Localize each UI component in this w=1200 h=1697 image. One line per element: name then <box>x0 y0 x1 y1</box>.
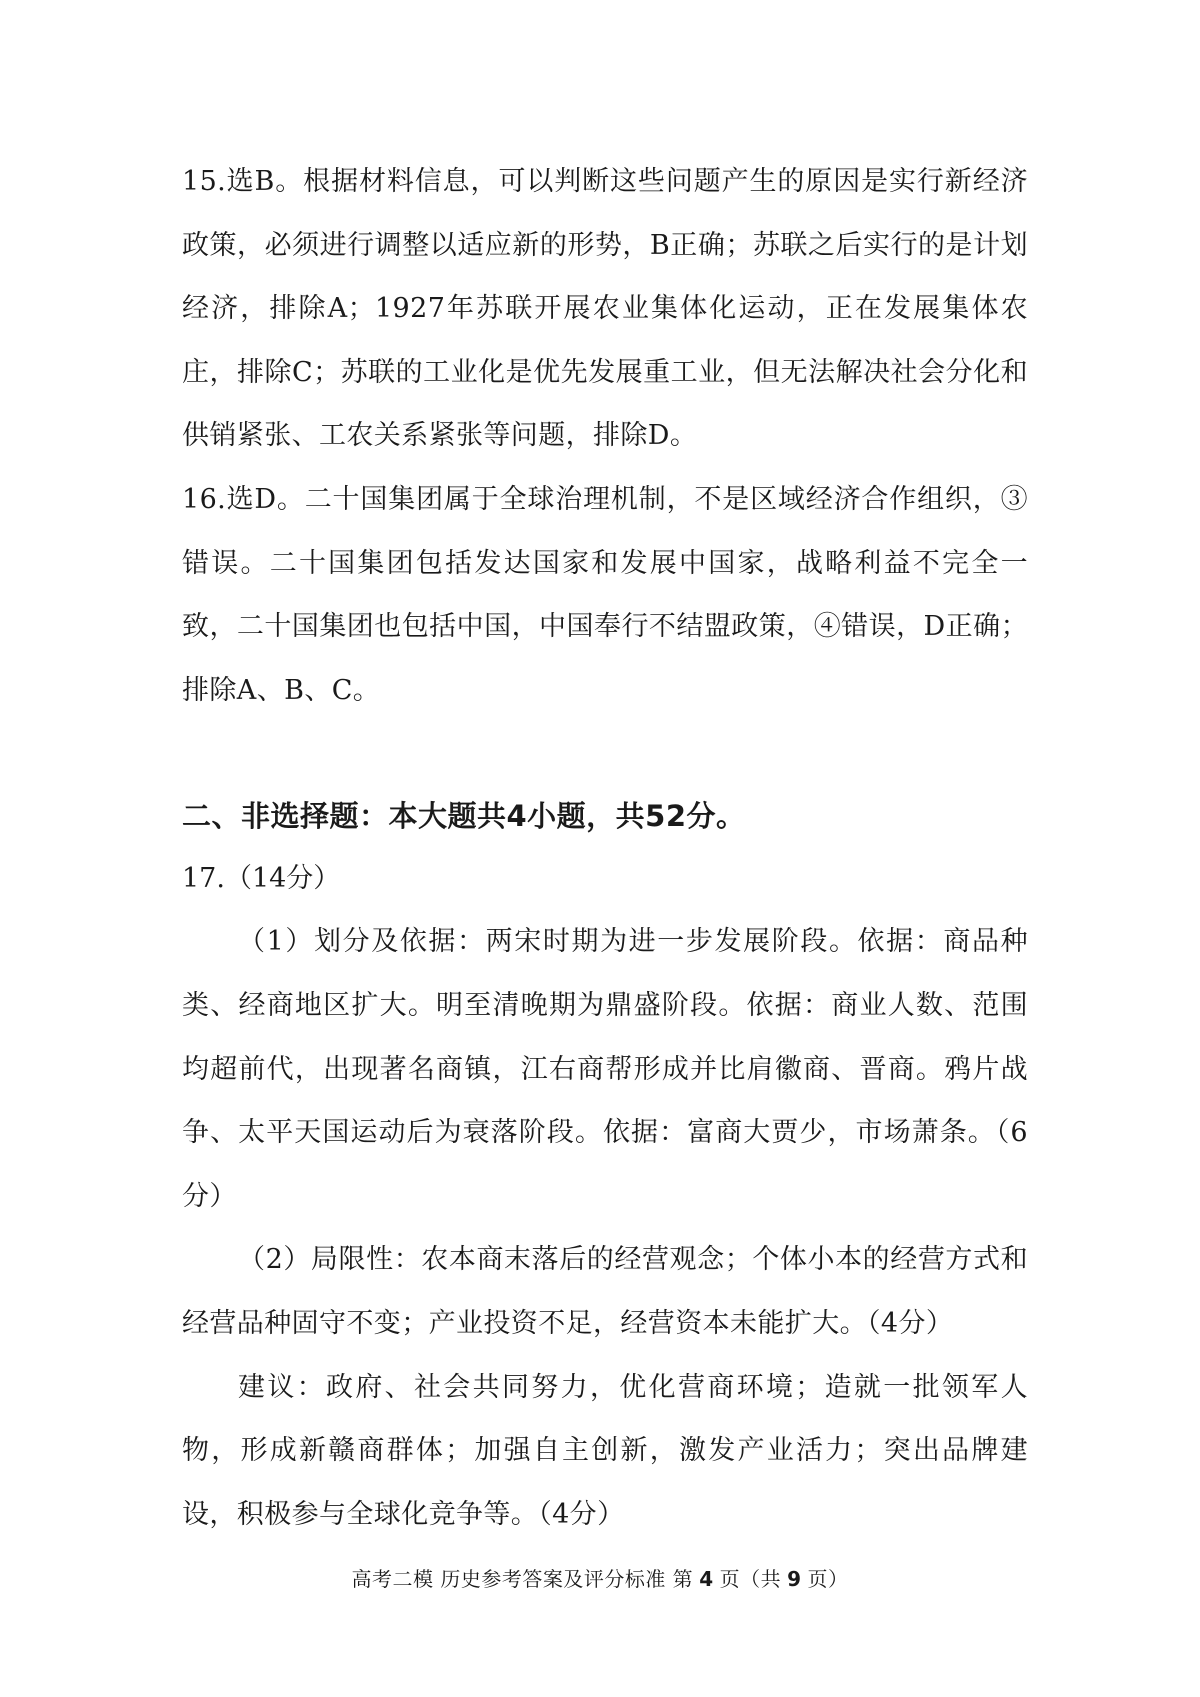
footer-page-number: 4 <box>699 1567 714 1591</box>
answer-16: 16.选D。二十国集团属于全球治理机制，不是区域经济合作组织，③错误。二十国集团包括发达国家和发展中国家，战略利益不完全一致，二十国集团也包括中国，中国奉行不结盟政策，④错误，D正确；排除A、B、C。 <box>182 483 1028 706</box>
footer-middle: 页（共 <box>719 1567 782 1591</box>
question-17-part-1: （1）划分及依据：两宋时期为进一步发展阶段。依据：商品种类、经商地区扩大。明至清晚期为鼎盛阶段。依据：商业人数、范围均超前代，出现著名商镇，江右商帮形成并比肩徽商、晋商。鸦片战争、太平天国运动后为衰落阶段。依据：富商大贾少，市场萧条。（6分） <box>182 926 1028 1212</box>
footer-total-pages: 9 <box>787 1567 802 1591</box>
answer-15: 15.选B。根据材料信息，可以判断这些问题产生的原因是实行新经济政策，必须进行调整以适应新的形势，B正确；苏联之后实行的是计划经济，排除A；1927年苏联开展农业集体化运动，正在发展集体农庄，排除C；苏联的工业化是优先发展重工业，但无法解决社会分化和供销紧张、工农关系紧张等问题，排除D。 <box>182 166 1028 452</box>
question-17-suggestion: 建议：政府、社会共同努力，优化营商环境；造就一批领军人物，形成新赣商群体；加强自主创新，激发产业活力；突出品牌建设，积极参与全球化竞争等。（4分） <box>182 1371 1028 1530</box>
question-17-label: 17.（14分） <box>182 863 341 895</box>
page-footer <box>0 1565 1200 1593</box>
footer-prefix: 高考二模 历史参考答案及评分标准 第 <box>351 1567 694 1591</box>
section-spacer <box>182 722 1028 784</box>
document-body <box>182 150 1028 1546</box>
section-2-heading: 二、非选择题：本大题共4小题，共52分。 <box>182 799 746 834</box>
footer-suffix: 页） <box>807 1567 849 1591</box>
question-17-part-2: （2）局限性：农本商末落后的经营观念；个体小本的经营方式和经营品种固守不变；产业投资不足，经营资本未能扩大。（4分） <box>182 1244 1028 1339</box>
